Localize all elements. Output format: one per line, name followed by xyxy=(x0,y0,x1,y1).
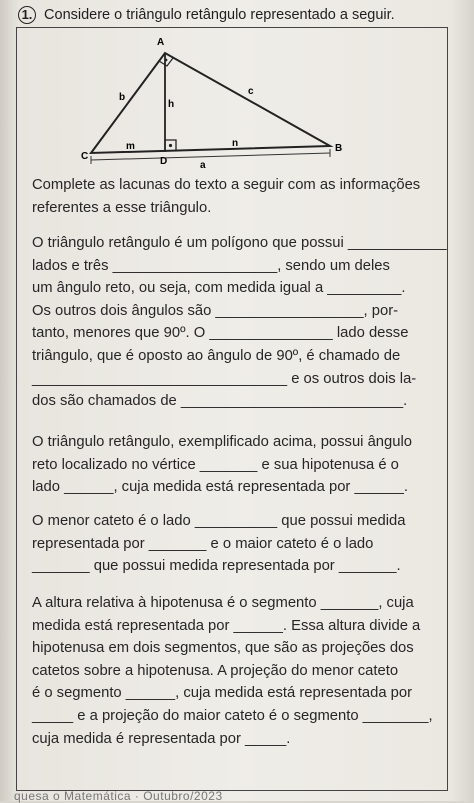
text-line: representada por _______ e o maior cateto é o lado xyxy=(32,535,374,552)
text-line: _______________________________ e os outros dois la- xyxy=(32,370,417,387)
text-line: _____ e a projeção do maior cateto é o segmento ________, xyxy=(32,707,433,724)
text-line: _______ que possui medida representada por _______. xyxy=(32,558,401,575)
text-line: referentes a esse triângulo. xyxy=(32,199,212,216)
text-line: triângulo, que é oposto ao ângulo de 90º, é chamado de xyxy=(32,347,401,364)
height-h-label: h xyxy=(168,99,175,110)
fill-in-paragraph-4 xyxy=(32,592,433,750)
text-line: O triângulo retângulo é um polígono que possui ____________ xyxy=(32,235,447,251)
fill-in-paragraph-3 xyxy=(32,510,410,578)
text-line: O menor cateto é o lado __________ que possui medida xyxy=(32,513,406,529)
dimension-line-a xyxy=(91,153,330,160)
vertex-b-label: B xyxy=(335,143,343,154)
text-line: tanto, menores que 90º. O _______________ lado desse xyxy=(32,325,409,342)
text-line: é o segmento ______, cuja medida está representada por xyxy=(32,685,413,702)
page-footer: quesa o Matemática · Outubro/2023 xyxy=(14,789,223,803)
right-triangle-diagram xyxy=(0,0,474,175)
text-line: Os outros dois ângulos são __________________, por- xyxy=(32,302,399,319)
text-line: um ângulo reto, ou seja, com medida igual a _________. xyxy=(32,280,406,297)
text-line: Complete as lacunas do texto a seguir com as informações xyxy=(32,177,421,193)
right-angle-dot-a xyxy=(165,59,168,62)
right-angle-dot xyxy=(169,144,172,147)
text-line: reto localizado no vértice _______ e sua hipotenusa é o xyxy=(32,456,399,473)
vertex-c-label: C xyxy=(81,151,89,162)
question-number: 1. xyxy=(18,6,36,24)
triangle-outline xyxy=(91,53,330,153)
text-line: hipotenusa em dois segmentos, que são as projeções dos xyxy=(32,640,414,657)
foot-d-label: D xyxy=(160,156,168,167)
vertex-a-label: A xyxy=(157,37,165,48)
segment-m-label: m xyxy=(126,141,135,152)
text-line: catetos sobre a hipotenusa. A projeção do menor cateto xyxy=(32,662,399,679)
side-b-label: b xyxy=(119,92,126,103)
text-line: dos são chamados de ___________________________. xyxy=(32,393,408,410)
text-line: lados e três ____________________, sendo um deles xyxy=(32,257,390,274)
text-line: A altura relativa à hipotenusa é o segmento _______, cuja xyxy=(32,595,414,611)
instructions-paragraph xyxy=(32,174,421,219)
text-line: medida está representada por ______. Essa altura divide a xyxy=(32,617,421,634)
text-line: cuja medida é representada por _____. xyxy=(32,730,291,747)
fill-in-paragraph-2 xyxy=(32,431,413,499)
segment-n-label: n xyxy=(232,138,239,149)
text-line: lado ______, cuja medida está representada por ______. xyxy=(32,479,408,496)
hypotenuse-a-label: a xyxy=(200,160,206,171)
side-c-label: c xyxy=(248,86,254,97)
question-title: Considere o triângulo retângulo representado a seguir. xyxy=(44,7,395,23)
text-line: O triângulo retângulo, exemplificado acima, possui ângulo xyxy=(32,434,413,450)
fill-in-paragraph-1 xyxy=(32,232,447,413)
